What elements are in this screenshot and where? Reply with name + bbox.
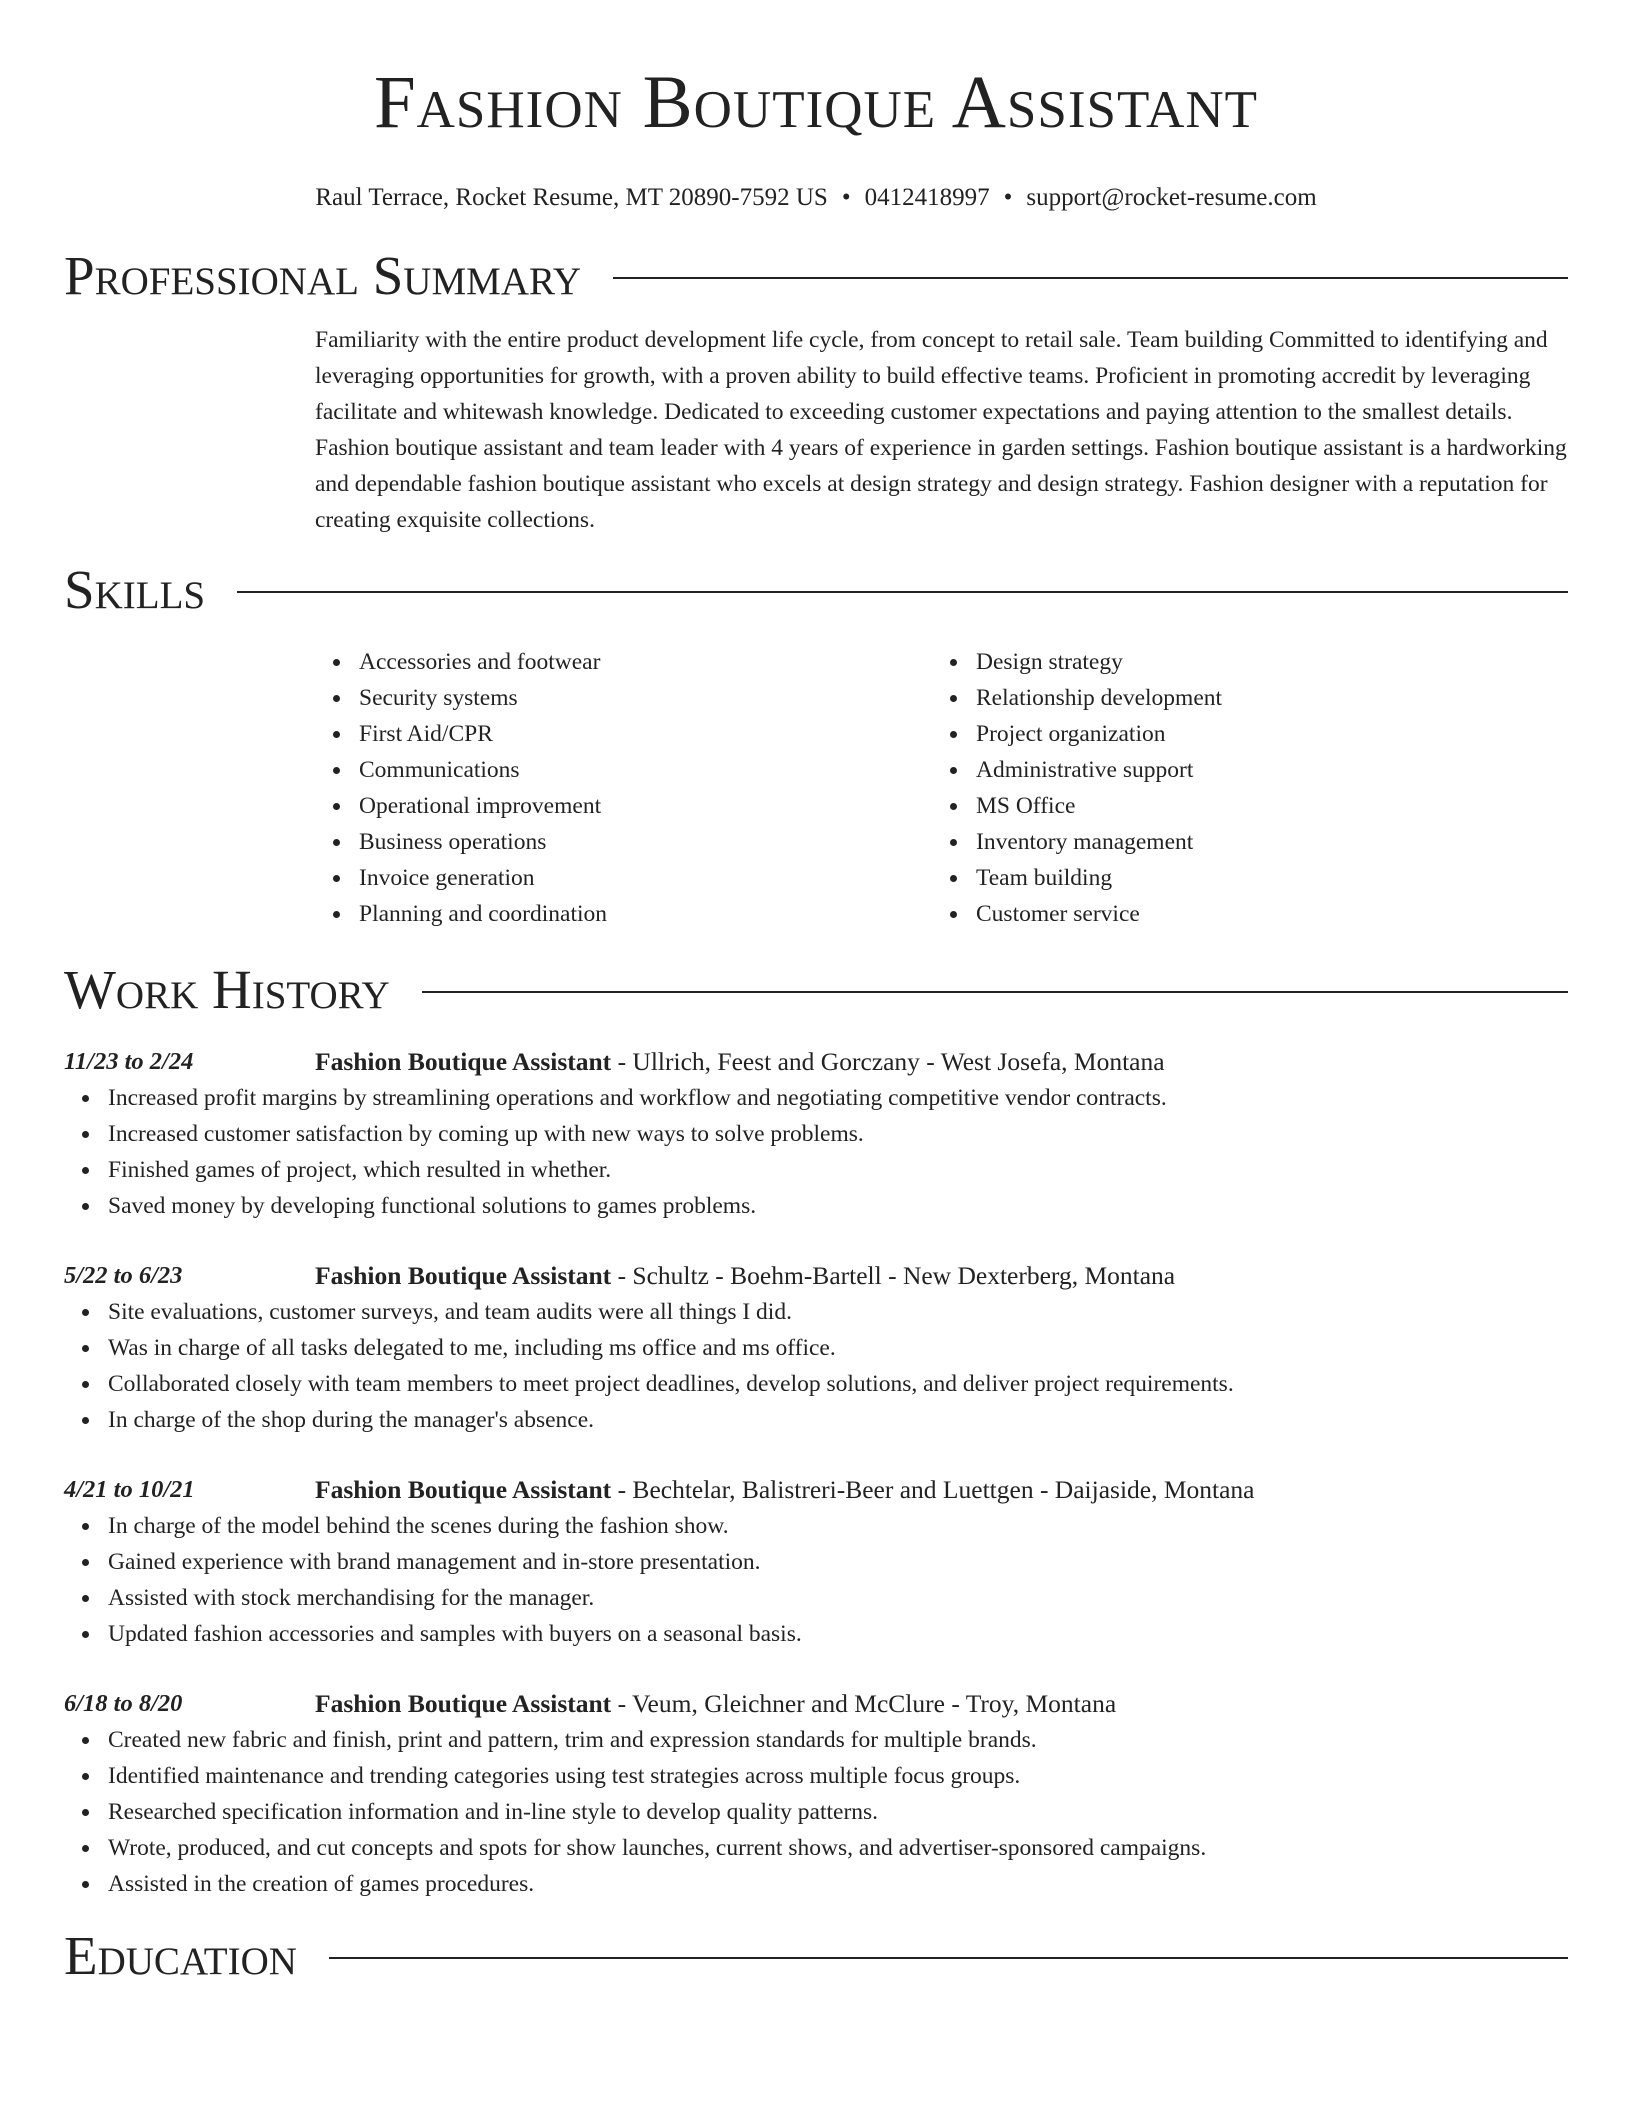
skill-item: Inventory management (932, 824, 1568, 860)
skill-item: Invoice generation (315, 860, 932, 896)
skill-item: Design strategy (932, 644, 1568, 680)
skill-item: Administrative support (932, 752, 1568, 788)
skill-item: Planning and coordination (315, 896, 932, 932)
job-duty: Increased profit margins by streamlining operations and workflow and negotiating competitive vendor contracts. (64, 1080, 1568, 1116)
section-divider (329, 1957, 1568, 1959)
work-heading: Work History (64, 959, 390, 1020)
section-divider (422, 991, 1568, 993)
skill-item: Team building (932, 860, 1568, 896)
job-duty: Created new fabric and finish, print and pattern, trim and expression standards for multiple brands. (64, 1722, 1568, 1758)
job-duty: Increased customer satisfaction by coming up with new ways to solve problems. (64, 1116, 1568, 1152)
skill-item: Communications (315, 752, 932, 788)
job-dates: 11/23 to 2/24 (64, 1048, 194, 1075)
job-entry (64, 1472, 1568, 1652)
job-heading (315, 1686, 1568, 1722)
skill-item: Operational improvement (315, 788, 932, 824)
job-duties (64, 1294, 1568, 1438)
job-entry (64, 1686, 1568, 1902)
job-dates: 4/21 to 10/21 (64, 1476, 195, 1503)
contact-line (64, 182, 1568, 214)
contact-email: support@rocket-resume.com (1026, 184, 1317, 211)
education-section-header (64, 1924, 1568, 1988)
skills-grid (315, 644, 1568, 932)
skill-item: Project organization (932, 716, 1568, 752)
job-duties (64, 1508, 1568, 1652)
skills-list-left (315, 644, 932, 932)
job-dates: 6/18 to 8/20 (64, 1690, 183, 1717)
job-duty: Saved money by developing functional solutions to games problems. (64, 1188, 1568, 1224)
job-duty: Researched specification information and in-line style to develop quality patterns. (64, 1794, 1568, 1830)
job-duty: Identified maintenance and trending categories using test strategies across multiple focus groups. (64, 1758, 1568, 1794)
job-entry (64, 1044, 1568, 1224)
job-duty: Updated fashion accessories and samples with buyers on a seasonal basis. (64, 1616, 1568, 1652)
job-employer: - Ullrich, Feest and Gorczany - West Josefa, Montana (611, 1047, 1165, 1076)
job-duty: Finished games of project, which resulted in whether. (64, 1152, 1568, 1188)
summary-heading: Professional Summary (64, 245, 582, 306)
summary-text: Familiarity with the entire product development life cycle, from concept to retail sale. Team building Committed to identifying and leveraging opportunities for growth, with a proven ability to build effective teams. Proficient in promoting accredit by leveraging facilitate and whitewash knowledge. Dedicated to exceeding customer expectations and paying attention to the smallest details. Fashion boutique assistant and team leader with 4 years of experience in garden settings. Fashion boutique assistant is a hardworking and dependable fashion boutique assistant who excels at design strategy and design strategy. Fashion designer with a reputation for creating exquisite collections. (315, 327, 1567, 533)
job-heading (315, 1472, 1568, 1508)
section-divider (237, 591, 1568, 593)
skill-item: Accessories and footwear (315, 644, 932, 680)
contact-separator: • (1003, 184, 1013, 211)
job-duty: In charge of the model behind the scenes during the fashion show. (64, 1508, 1568, 1544)
contact-address: Raul Terrace, Rocket Resume, MT 20890-7592 US (315, 184, 828, 211)
job-title: Fashion Boutique Assistant (315, 1689, 612, 1718)
skills-heading: Skills (64, 559, 206, 620)
job-dates: 5/22 to 6/23 (64, 1262, 183, 1289)
job-heading (315, 1258, 1568, 1294)
skill-item: Business operations (315, 824, 932, 860)
job-duty: Gained experience with brand management and in-store presentation. (64, 1544, 1568, 1580)
skill-item: Security systems (315, 680, 932, 716)
job-duties (64, 1722, 1568, 1902)
job-employer: - Bechtelar, Balistreri-Beer and Luettgen - Daijaside, Montana (611, 1475, 1255, 1504)
job-heading (315, 1044, 1568, 1080)
resume-name: Fashion Boutique Assistant (373, 61, 1259, 144)
contact-separator: • (841, 184, 851, 211)
work-section-header (64, 958, 1568, 1022)
job-duty: Collaborated closely with team members to meet project deadlines, develop solutions, and deliver project requirements. (64, 1366, 1568, 1402)
skill-item: MS Office (932, 788, 1568, 824)
job-duty: Assisted with stock merchandising for the manager. (64, 1580, 1568, 1616)
job-employer: - Veum, Gleichner and McClure - Troy, Montana (611, 1689, 1117, 1718)
job-duty: Site evaluations, customer surveys, and team audits were all things I did. (64, 1294, 1568, 1330)
summary-section-header (64, 244, 1568, 308)
job-title: Fashion Boutique Assistant (315, 1261, 612, 1290)
education-heading: Education (64, 1925, 297, 1986)
job-title: Fashion Boutique Assistant (315, 1047, 612, 1076)
job-duty: Was in charge of all tasks delegated to me, including ms office and ms office. (64, 1330, 1568, 1366)
section-divider (613, 277, 1568, 279)
job-duty: Wrote, produced, and cut concepts and spots for show launches, current shows, and advertiser-sponsored campaigns. (64, 1830, 1568, 1866)
job-duty: Assisted in the creation of games procedures. (64, 1866, 1568, 1902)
job-entry (64, 1258, 1568, 1438)
skill-item: First Aid/CPR (315, 716, 932, 752)
job-duties (64, 1080, 1568, 1224)
job-title: Fashion Boutique Assistant (315, 1475, 612, 1504)
skills-section-header (64, 558, 1568, 622)
skills-list-right (932, 644, 1568, 932)
contact-phone: 0412418997 (864, 184, 990, 211)
job-employer: - Schultz - Boehm-Bartell - New Dexterberg, Montana (611, 1261, 1176, 1290)
skill-item: Customer service (932, 896, 1568, 932)
summary-body (315, 322, 1568, 538)
skill-item: Relationship development (932, 680, 1568, 716)
job-duty: In charge of the shop during the manager's absence. (64, 1402, 1568, 1438)
